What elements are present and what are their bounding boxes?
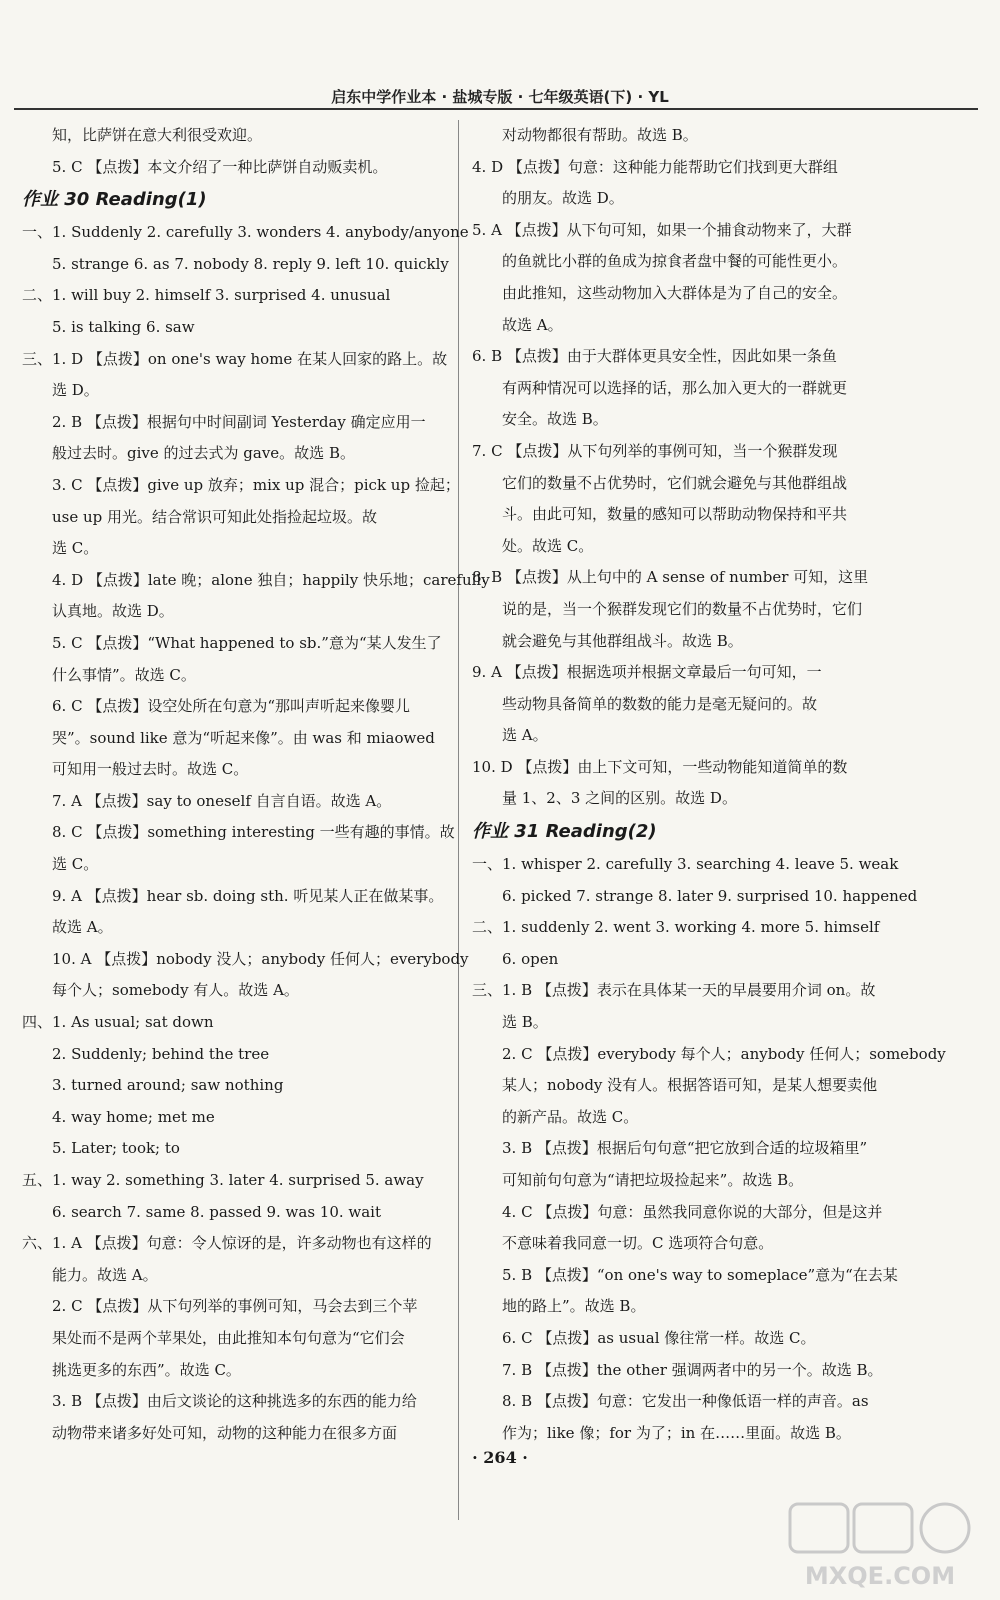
answer-line: 3. C 【点拨】give up 放弃；mix up 混合；pick up 捡起； [52,475,460,494]
answer-line: 选 C。 [52,855,99,874]
section-heading: 作业 31 Reading(2) [472,821,657,843]
answer-line: 9. A 【点拨】根据选项并根据文章最后一句可知，一 [472,663,822,682]
answer-line: 二、1. will buy 2. himself 3. surprised 4. unusual [22,286,391,305]
answer-line: 8. C 【点拨】something interesting 一些有趣的事情。故 [52,823,455,842]
answer-line: 5. B 【点拨】“on one's way to someplace”意为“在去某 [502,1265,898,1284]
answer-line: 故选 A。 [502,315,563,334]
answer-line: 动物带来诸多好处可知，动物的这种能力在很多方面 [52,1423,398,1442]
answer-line: 一、1. whisper 2. carefully 3. searching 4. leave 5. weak [472,855,899,874]
answer-line: 5. strange 6. as 7. nobody 8. reply 9. left 10. quickly [52,254,449,273]
section-heading: 作业 30 Reading(1) [22,189,207,211]
answer-line: 选 A。 [502,726,548,745]
answer-line: 每个人；somebody 有人。故选 A。 [52,981,299,1000]
answer-line: 7. B 【点拨】the other 强调两者中的另一个。故选 B。 [502,1360,883,1379]
answer-line: 三、1. D 【点拨】on one's way home 在某人回家的路上。故 [22,349,448,368]
answer-line: 7. A 【点拨】say to oneself 自言自语。故选 A。 [52,791,392,810]
answer-line: 哭”。sound like 意为“听起来像”。由 was 和 miaowed [52,728,435,747]
answer-line: 什么事情”。故选 C。 [52,665,196,684]
answer-line: 5. Later; took; to [52,1139,180,1158]
answer-line: 6. picked 7. strange 8. later 9. surprised 10. happened [502,886,918,905]
answer-line: 选 C。 [52,539,99,558]
answer-line: 说的是，当一个猴群发现它们的数量不占优势时，它们 [502,599,863,618]
answer-line: 10. D 【点拨】由上下文可知，一些动物能知道简单的数 [472,757,848,776]
answer-line: 处。故选 C。 [502,536,594,555]
answer-line: 故选 A。 [52,918,113,937]
answer-line: 4. D 【点拨】late 晚；alone 独自；happily 快乐地；carefully [52,570,490,589]
answer-line: 8. B 【点拨】从上句中的 A sense of number 可知，这里 [472,568,869,587]
answer-line: use up 用光。结合常识可知此处指捡起垃圾。故 [52,507,378,526]
answer-line: 4. D 【点拨】句意：这种能力能帮助它们找到更大群组 [472,157,838,176]
answer-line: 10. A 【点拨】nobody 没人；anybody 任何人；everybody [52,949,469,968]
answer-line: 2. B 【点拨】根据句中时间副词 Yesterday 确定应用一 [52,412,426,431]
answer-line: 3. B 【点拨】由后文谈论的这种挑选多的东西的能力给 [52,1392,417,1411]
answer-line: 就会避免与其他群组战斗。故选 B。 [502,631,743,650]
answer-line: 五、1. way 2. something 3. later 4. surprised 5. away [22,1171,424,1189]
answer-line: 3. B 【点拨】根据后句句意“把它放到合适的垃圾箱里” [502,1139,868,1158]
answer-line: 的新产品。故选 C。 [502,1107,639,1126]
answer-line: 挑选更多的东西”。故选 C。 [52,1360,241,1379]
answer-line: 的朋友。故选 D。 [502,189,624,208]
watermark-logo [780,1498,980,1594]
answer-line: 地的路上”。故选 B。 [502,1297,646,1316]
answer-line: 量 1、2、3 之间的区别。故选 D。 [502,789,737,808]
answer-line: 它们的数量不占优势时，它们就会避免与其他群组战 [502,473,848,492]
page-number: · 264 · [472,1448,528,1467]
page-header-title: 启东中学作业本 · 盐城专版 · 七年级英语(下) · YL [331,88,669,106]
answer-line: 6. B 【点拨】由于大群体更具安全性，因此如果一条鱼 [472,347,837,366]
answer-line: 5. C 【点拨】“What happened to sb.”意为“某人发生了 [52,633,442,652]
answer-line: 5. A 【点拨】从下句可知，如果一个捕食动物来了，大群 [472,220,852,239]
answer-line: 4. way home; met me [52,1107,215,1126]
answer-line: 7. C 【点拨】从下句列举的事例可知，当一个猴群发现 [472,441,838,460]
answer-line: 对动物都很有帮助。故选 B。 [502,126,698,144]
answer-line: 3. turned around; saw nothing [52,1076,284,1095]
answer-line: 6. C 【点拨】设空处所在句意为“那叫声听起来像婴儿 [52,697,410,716]
answer-line: 9. A 【点拨】hear sb. doing sth. 听见某人正在做某事。 [52,886,444,905]
left-column [22,120,490,1449]
answer-line: 些动物具备简单的数数的能力是毫无疑问的。故 [502,694,818,713]
right-column [472,120,946,1449]
answer-line: 2. C 【点拨】everybody 每个人；anybody 任何人；somebody [502,1044,946,1063]
answer-line: 三、1. B 【点拨】表示在具体某一天的早晨要用介词 on。故 [472,981,876,1000]
answer-line: 4. C 【点拨】句意：虽然我同意你说的大部分，但是这并 [502,1202,883,1221]
answer-line: 5. C 【点拨】本文介绍了一种比萨饼自动贩卖机。 [52,157,388,176]
answer-line: 六、1. A 【点拨】句意：令人惊讶的是，许多动物也有这样的 [22,1234,432,1253]
answer-line: 选 B。 [502,1013,548,1032]
answer-line: 不意味着我同意一切。C 选项符合句意。 [502,1234,774,1253]
answer-line: 由此推知，这些动物加入大群体是为了自己的安全。 [502,283,848,302]
answer-line: 8. B 【点拨】句意：它发出一种像低语一样的声音。as [502,1392,869,1411]
answer-line: 5. is talking 6. saw [52,317,195,336]
answer-line: 6. C 【点拨】as usual 像往常一样。故选 C。 [502,1328,816,1347]
answer-line: 二、1. suddenly 2. went 3. working 4. more 5. himself [472,918,880,937]
answer-line: 有两种情况可以选择的话，那么加入更大的一群就更 [502,378,848,397]
answer-line: 作为；like 像；for 为了；in 在……里面。故选 B。 [502,1423,851,1442]
answer-line: 认真地。故选 D。 [52,602,174,621]
answer-line: 6. search 7. same 8. passed 9. was 10. wait [52,1202,382,1221]
answer-line: 能力。故选 A。 [52,1265,158,1284]
answer-line: 的鱼就比小群的鱼成为掠食者盘中餐的可能性更小。 [502,252,848,271]
column-divider [458,120,459,1520]
answer-line: 6. open [502,949,559,968]
answer-line: 一、1. Suddenly 2. carefully 3. wonders 4. anybody/anyone [22,223,469,242]
answer-line: 果处而不是两个苹果处，由此推知本句句意为“它们会 [52,1328,405,1347]
answer-line: 安全。故选 B。 [502,410,608,429]
answer-line: 般过去时。give 的过去式为 gave。故选 B。 [52,444,355,463]
header-rule [14,108,978,110]
answer-line: 知，比萨饼在意大利很受欢迎。 [52,126,263,144]
watermark-text: MXQE.COM [804,1562,956,1590]
answer-line: 四、1. As usual; sat down [22,1013,214,1032]
answer-line: 2. C 【点拨】从下句列举的事例可知，马会去到三个苹 [52,1297,418,1316]
answer-line: 可知用一般过去时。故选 C。 [52,760,249,779]
answer-line: 选 D。 [52,381,99,400]
answer-line: 斗。由此可知，数量的感知可以帮助动物保持和平共 [502,505,848,524]
answer-line: 可知前句句意为“请把垃圾捡起来”。故选 B。 [502,1171,804,1189]
answer-line: 某人；nobody 没有人。根据答语可知，是某人想要卖他 [502,1076,878,1095]
answer-line: 2. Suddenly; behind the tree [52,1044,270,1063]
